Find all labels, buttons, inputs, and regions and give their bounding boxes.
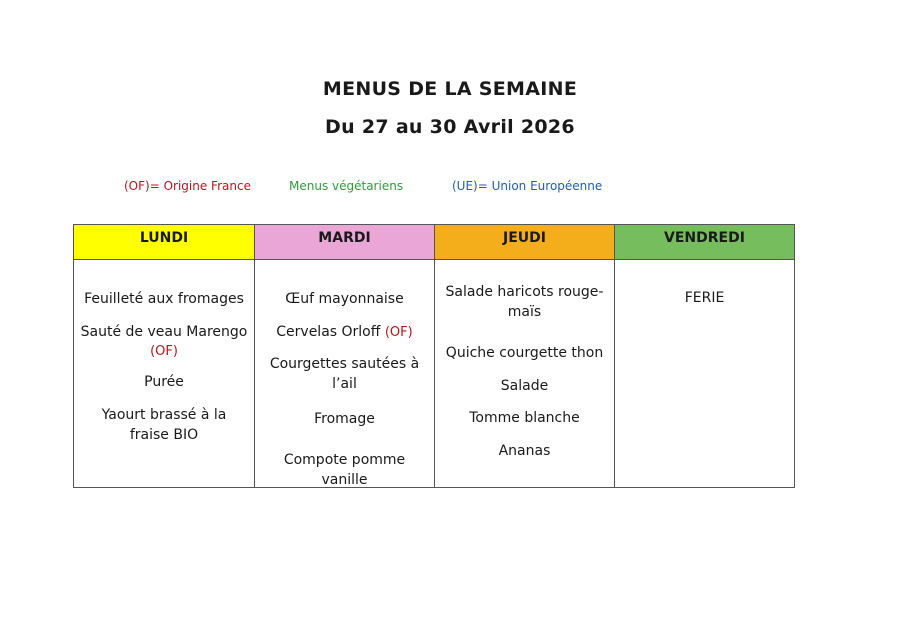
dish-entree-line2: maïs xyxy=(507,304,542,320)
dish-entree: Œuf mayonnaise xyxy=(285,291,404,307)
menu-mardi xyxy=(255,260,435,487)
dish-dessert-line2: fraise BIO xyxy=(129,427,199,443)
date-range: Du 27 au 30 Avril 2026 xyxy=(325,116,575,138)
legend-union-europeenne: (UE)= Union Européenne xyxy=(452,179,603,193)
dish-entree-line1: Salade haricots rouge- xyxy=(445,284,604,300)
origin-tag: (OF) xyxy=(384,325,413,340)
dish-plat: Quiche courgette thon xyxy=(445,345,604,361)
dish-dessert-line1: Yaourt brassé à la xyxy=(101,407,227,423)
dish-plat xyxy=(78,322,250,362)
dish-plat-label: Cervelas Orloff xyxy=(276,324,381,340)
menu-vendredi xyxy=(615,260,794,487)
dish-accompagnement-line2: l’ail xyxy=(332,376,357,392)
header-mardi: MARDI xyxy=(255,225,435,260)
dish-dessert: Compote pomme vanille xyxy=(283,452,406,488)
dish-accompagnement-line1: Courgettes sautées à xyxy=(269,356,420,372)
origin-tag: (OF) xyxy=(150,344,178,359)
dish-accompagnement: Salade xyxy=(500,378,549,394)
dish-dessert: Ananas xyxy=(498,443,551,459)
legend-vegetarien: Menus végétariens xyxy=(289,179,404,193)
holiday-label: FERIE xyxy=(684,290,725,306)
dish-entree xyxy=(439,282,610,322)
page-title: MENUS DE LA SEMAINE xyxy=(322,78,578,100)
menu-jeudi xyxy=(435,260,615,487)
dish-accompagnement xyxy=(259,354,430,394)
dish-entree: Feuilleté aux fromages xyxy=(84,291,244,307)
header-jeudi: JEUDI xyxy=(435,225,615,260)
header-lundi: LUNDI xyxy=(74,225,255,260)
dish-fromage: Fromage xyxy=(314,411,375,427)
dish-dessert xyxy=(78,405,250,445)
dish-accompagnement: Purée xyxy=(144,374,184,390)
header-vendredi: VENDREDI xyxy=(615,225,794,260)
dish-plat xyxy=(259,322,430,343)
legend-origine-france: (OF)= Origine France xyxy=(124,179,251,193)
dish-fromage: Tomme blanche xyxy=(469,410,580,426)
menu-lundi xyxy=(74,260,255,487)
menu-table xyxy=(73,224,795,488)
dish-plat-label: Sauté de veau Marengo xyxy=(80,324,248,340)
